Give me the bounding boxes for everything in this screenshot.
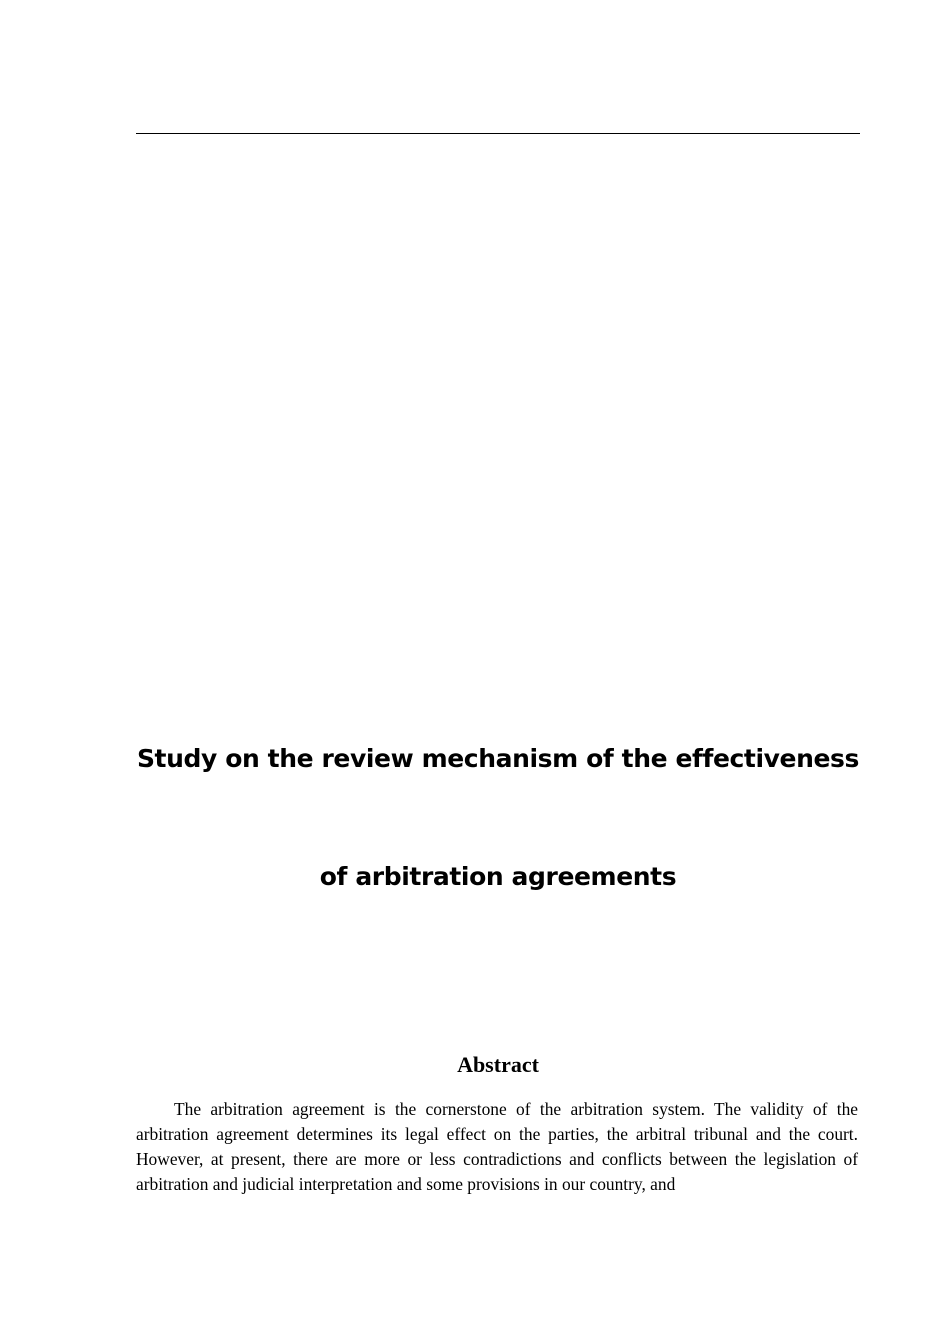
abstract-paragraph: The arbitration agreement is the cornerstone of the arbitration system. The validity of the arbitration agreement determines its legal effect on the parties, the arbitral tribunal and the court. However, at present, there are more or less contradictions and conflicts between the legislation of arbitration and judicial interpretation and some provisions in our country, and [136,1099,858,1194]
document-title-line-1: Study on the review mechanism of the effectiveness [136,744,860,773]
abstract-heading: Abstract [457,1052,539,1077]
document-title-line-2: of arbitration agreements [319,862,677,891]
header-rule [136,133,860,134]
